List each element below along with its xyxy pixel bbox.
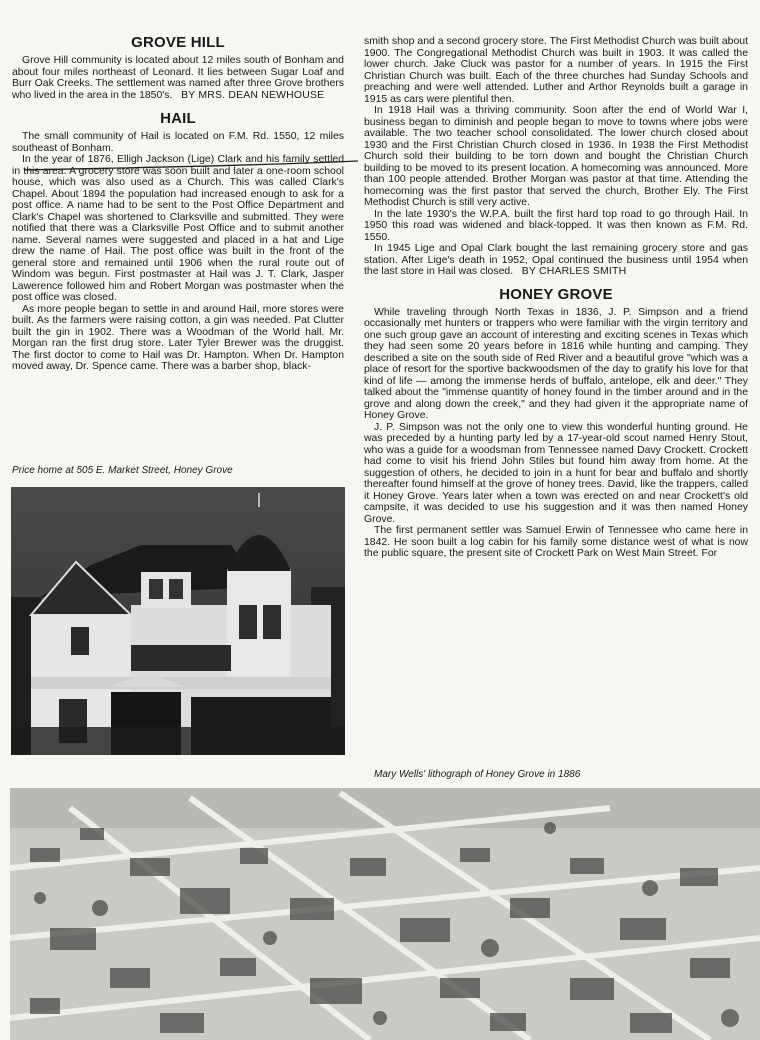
handwritten-underline: [22, 158, 362, 178]
photo-caption: Price home at 505 E. Market Street, Honey Grove: [12, 465, 233, 476]
lithograph-caption: Mary Wells' lithograph of Honey Grove in 1886: [374, 769, 581, 780]
grove-hill-heading: GROVE HILL: [131, 34, 225, 51]
hail-continued-paragraph-4: In 1945 Lige and Opal Clark bought the last remaining grocery store and gas station. After Lige's death in 1952, Opal continued the business until 1954 when the last store in Hail was closed. BY CHARLES SMITH: [364, 243, 748, 277]
right-column: [364, 36, 748, 560]
grove-hill-byline: BY MRS. DEAN NEWHOUSE: [181, 89, 325, 101]
honey-grove-lithograph: [10, 788, 760, 1040]
hail-continued-paragraph-3: In the late 1930's the W.P.A. built the first hard top road to go through Hail. In 1950 this road was widened and black-topped. It was then known as F.M. Rd. 1550.: [364, 208, 748, 243]
honey-grove-paragraph-3: The first permanent settler was Samuel Erwin of Tennessee who came here in 1842. He soon built a log cabin for his family some distance west of what is now the public square, the present site of Crockett Park on West Main Street. For: [364, 525, 748, 559]
honey-grove-heading: HONEY GROVE: [499, 285, 613, 303]
honey-grove-paragraph-1: While traveling through North Texas in 1836, J. P. Simpson and a friend occasionally met hunters or trappers who were familiar with the virgin territory and one such group gave an account of interesting and exciting scenes in Texas which they had seen some 20 years before in 1816 while hunting and camping. They described a site on the south side of Red River and a beautiful grove "which was a place of resort for the sportive backwoodsmen of the day to gratify his love for that kind of life — among the immense herds of buffalo, antelope, elk and deer." They talked about the "immense quantity of honey found in the timber around and in the grove and along down the creek," and they had given it the appropriate name of Honey Grove.: [364, 306, 748, 421]
hail-byline: BY CHARLES SMITH: [521, 266, 627, 277]
hail-paragraph-3: As more people began to settle in and around Hail, more stores were built. As the farmers were raising cotton, a gin was needed. Pat Clutter built the gin in 1902. There was a Woodman of the World hall. Mr. Morgan ran the first drug store. Later Tyler Brewer was the druggist. The first doctor to come to Hail was Dr. Hampton. When Dr. Hampton moved away, Dr. Spence came. There was a barber shop, black-: [12, 303, 344, 372]
left-column: [12, 34, 344, 373]
hail-paragraph-1: The small community of Hail is located on F.M. Rd. 1550, 12 miles southeast of Bonham.: [12, 131, 344, 154]
price-home-photo: [11, 487, 345, 755]
hail-continued-paragraph-2: In 1918 Hail was a thriving community. Soon after the end of World War I, business began to diminish and people began to move to towns where jobs were available. The two teacher school consolidated. The lower church closed about 1930 and the First Christian Church closed in 1936. In 1938 the First Methodist Church sold their building to be torn down and bought the Christian Church building to be moved to its present location. A homecoming was announced. More than 100 people attended. Brother Morgan was pastor at that time. Attending the homecoming was the first pastor that served the church, Brother Ely. The First Methodist Church is still very active.: [364, 105, 748, 208]
grove-hill-paragraph: Grove Hill community is located about 12 miles south of Bonham and about four miles northeast of Leonard. It lies between Sugar Loaf and Burr Oak Creeks. The settlement was named after three Grove brothers who lived in the area in the 1850's. BY MRS. DEAN NEWHOUSE: [12, 55, 344, 101]
hail-continued-paragraph-1: smith shop and a second grocery store. The First Methodist Church was built about 1900. The Congregational Methodist Church was built in 1903. It was called the lower church. Jake Cluck was pastor for a number of years. In 1915 the First Christian Church was built. Each of the three churches had Sunday Schools and preaching and were well attended. Luther and Arthor Reynolds built a garage in 1915 as cars were plentiful then.: [364, 36, 748, 105]
hail-paragraph-2: In the year of 1876, Elligh Jackson (Lige) Clark and his family settled in this area. A grocery store was soon built and later a one-room school house, which was also used as a Church. This was called Clark's Chapel. About 1894 the population had increased enough to ask for a post office. A name had to be sent to the Post Office Department and Clark's Chapel was shortened to Clarksville and submitted. They were notified that there was a Clarksville Post Office and to submit another name. Several names were suggested and placed in a hat and Lige drew the name of Hail. The post office was built in the front of the general store and remained until 1906 when the rural route out of Windom was begun. First postmaster at Hail was J. T. Clark, Jasper Lawerence followed him and Robert Morgan was postmaster when the post office was closed.: [12, 154, 344, 303]
hail-heading: HAIL: [160, 110, 196, 127]
honey-grove-paragraph-2: J. P. Simpson was not the only one to view this wonderful hunting ground. He was preceded by a hunting party led by a 17-year-old scout named Henry Stout, who was a guide for a woodsman from Tennessee named Davy Crockett. Crockett had come to visit his friend John Stiles but found him away from home. At the suggestion of others, he decided to join in a hunt for bear and buffalo and shortly thereafter found himself at the grove of honey trees. David, like the trappers, called it Honey Grove. Years later when a town was erected on and near Crockett's old campsite, it was decided to use his suggestion and it was then named Honey Grove.: [364, 421, 748, 525]
